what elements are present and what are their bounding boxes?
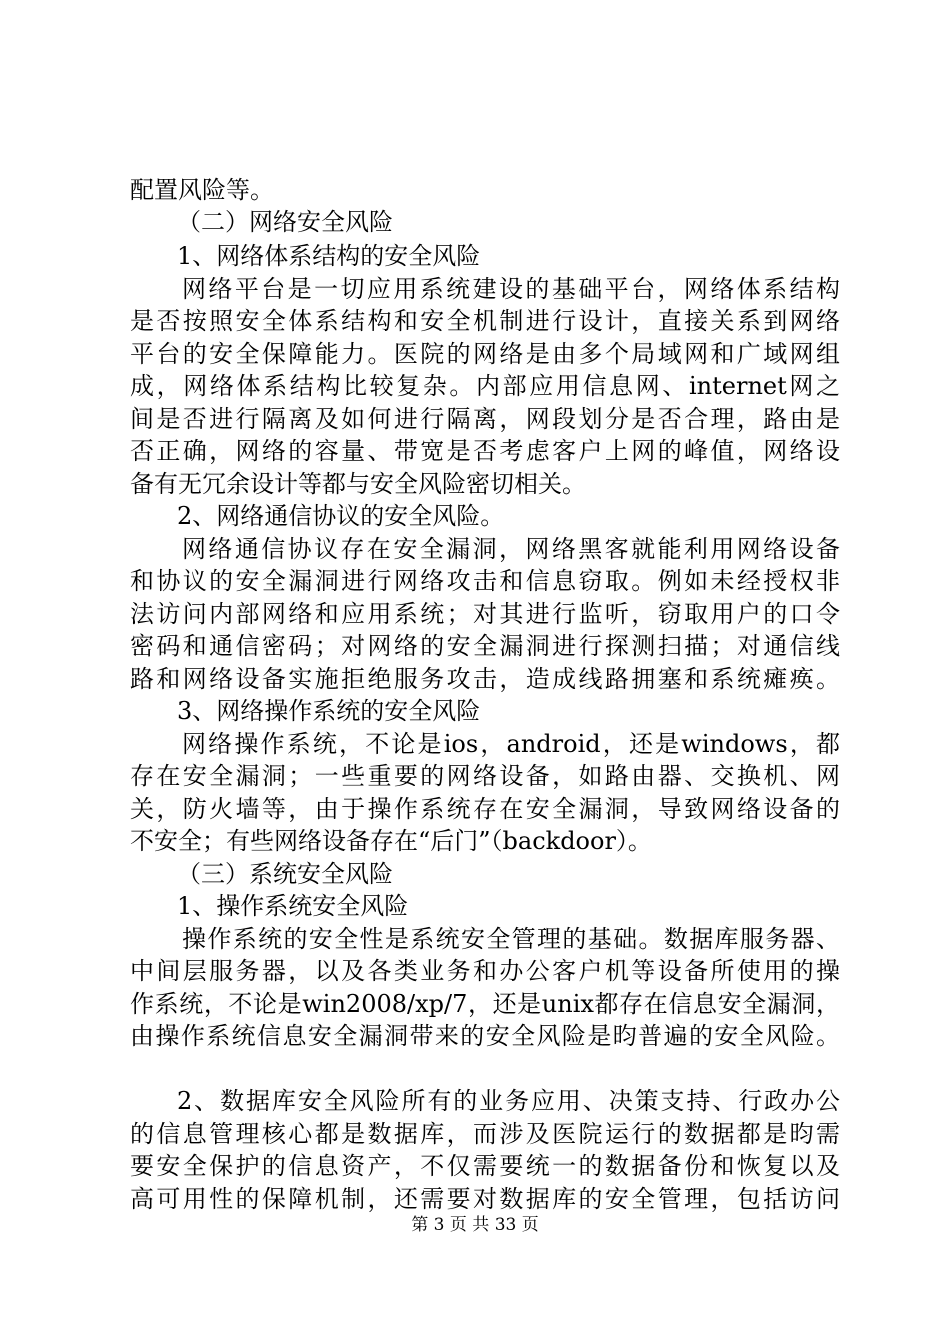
text-line: 成，网络体系结构比较复杂。内部应用信息网、internet网之 bbox=[130, 372, 840, 400]
text-line: 高可用性的保障机制，还需要对数据库的安全管理，包括访问 bbox=[130, 1185, 840, 1213]
text-line: 配置风险等。 bbox=[130, 176, 274, 204]
text-line: 否正确，网络的容量、带宽是否考虑客户上网的峰值，网络设 bbox=[130, 437, 840, 465]
subsection-heading: 1、操作系统安全风险 bbox=[177, 892, 409, 920]
section-heading: （三）系统安全风险 bbox=[177, 860, 393, 888]
text-line: 作系统，不论是win2008/xp/7，还是unix都存在信息安全漏洞， bbox=[130, 990, 840, 1018]
text-line: 平台的安全保障能力。医院的网络是由多个局域网和广域网组 bbox=[130, 340, 840, 368]
text-line: 法访问内部网络和应用系统；对其进行监听，窃取用户的口令 bbox=[130, 600, 840, 628]
text-line: 操作系统的安全性是系统安全管理的基础。数据库服务器、 bbox=[182, 925, 840, 953]
text-line: 要安全保护的信息资产，不仅需要统一的数据备份和恢复以及 bbox=[130, 1152, 840, 1180]
text-line: 的信息管理核心都是数据库，而涉及医院运行的数据都是昀需 bbox=[130, 1120, 840, 1148]
text-line: 不安全；有些网络设备存在“后门”（backdoor）。 bbox=[130, 827, 652, 855]
section-heading: （二）网络安全风险 bbox=[177, 208, 393, 236]
text-line: 关，防火墙等，由于操作系统存在安全漏洞，导致网络设备的 bbox=[130, 795, 840, 823]
text-line: 和协议的安全漏洞进行网络攻击和信息窃取。例如未经授权非 bbox=[130, 567, 840, 595]
subsection-heading: 1、网络体系结构的安全风险 bbox=[177, 242, 481, 270]
text-line: 路和网络设备实施拒绝服务攻击，造成线路拥塞和系统瘫痪。 bbox=[130, 665, 840, 693]
subsection-heading: 2、网络通信协议的安全风险。 bbox=[177, 502, 505, 530]
text-line: 存在安全漏洞；一些重要的网络设备，如路由器、交换机、网 bbox=[130, 762, 840, 790]
text-line: 间是否进行隔离及如何进行隔离，网段划分是否合理，路由是 bbox=[130, 405, 840, 433]
text-line: 是否按照安全体系结构和安全机制进行设计，直接关系到网络 bbox=[130, 307, 840, 335]
page-number-footer: 第 3 页 共 33 页 bbox=[411, 1215, 539, 1235]
text-line: 密码和通信密码；对网络的安全漏洞进行探测扫描；对通信线 bbox=[130, 632, 840, 660]
text-line: 网络通信协议存在安全漏洞，网络黑客就能利用网络设备 bbox=[182, 535, 840, 563]
text-line: 网络操作系统，不论是ios，android，还是windows，都 bbox=[182, 730, 840, 758]
text-line: 中间层服务器，以及各类业务和办公客户机等设备所使用的操 bbox=[130, 957, 840, 985]
text-line: 网络平台是一切应用系统建设的基础平台，网络体系结构 bbox=[182, 275, 840, 303]
text-line: 备有无冗余设计等都与安全风险密切相关。 bbox=[130, 470, 586, 498]
text-line: 2、数据库安全风险所有的业务应用、决策支持、行政办公 bbox=[177, 1087, 840, 1115]
subsection-heading: 3、网络操作系统的安全风险 bbox=[177, 697, 481, 725]
text-line: 由操作系统信息安全漏洞带来的安全风险是昀普遍的安全风险。 bbox=[130, 1022, 840, 1050]
